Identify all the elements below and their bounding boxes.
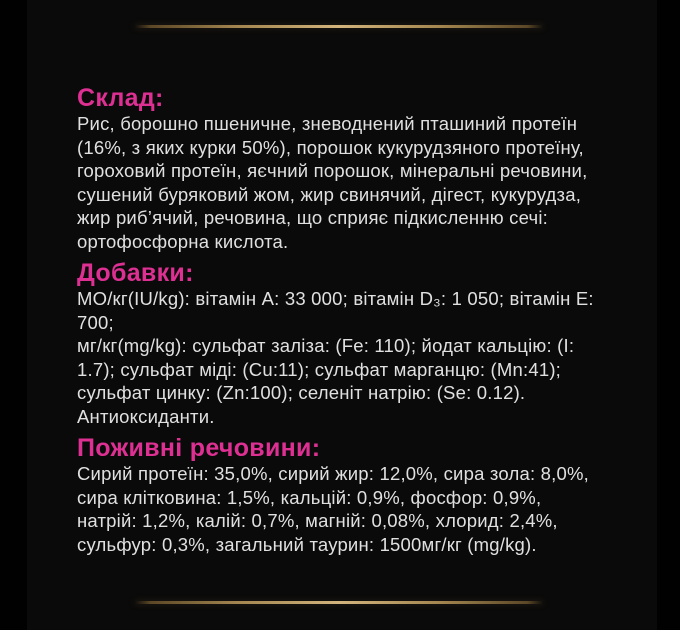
text-line: сушений буряковий жом, жир свинячий, дігест, кукурудза, xyxy=(77,183,582,205)
section-composition xyxy=(77,85,622,253)
composition-heading: Склад: xyxy=(77,84,164,112)
label-text-content xyxy=(77,85,622,556)
gold-divider-top xyxy=(134,25,544,28)
text-line: жир риб’ячий, речовина, що сприяє підкисленню сечі: xyxy=(77,207,548,228)
text-line: гороховий протеїн, яєчний порошок, мінеральні речовини, xyxy=(77,160,588,181)
text-line: Антиоксиданти. xyxy=(77,405,215,427)
additives-heading: Добавки: xyxy=(77,259,194,287)
text-line: сульфур: 0,3%, загальний таурин: 1500мг/кг (mg/kg). xyxy=(77,533,537,555)
text-line: 1.7); сульфат міді: (Cu:11); сульфат марганцю: (Mn:41); xyxy=(77,358,562,380)
section-nutrients xyxy=(77,435,622,556)
text-line: мг/кг(mg/kg): сульфат заліза: (Fe: 110); йодат кальцію: (I: xyxy=(77,335,575,356)
text-line: сира клітковина: 1,5%, кальцій: 0,9%, фосфор: 0,9%, xyxy=(77,486,542,508)
text-line: (16%, з яких курки 50%), порошок кукурудзяного протеїну, xyxy=(77,136,584,158)
text-line: ортофосфорна кислота. xyxy=(77,230,289,252)
text-line: Рис, борошно пшеничне, зневоднений пташиний протеїн xyxy=(77,113,578,134)
nutrients-heading: Поживні речовини: xyxy=(77,434,321,462)
text-line: 700; xyxy=(77,311,114,333)
additives-body xyxy=(77,287,622,428)
composition-body xyxy=(77,112,622,253)
section-additives xyxy=(77,260,622,428)
text-line: МО/кг(IU/kg): вітамін A: 33 000; вітамін D₃: 1 050; вітамін E: xyxy=(77,288,594,309)
text-line: натрій: 1,2%, калій: 0,7%, магній: 0,08%, хлорид: 2,4%, xyxy=(77,510,558,531)
text-line: Сирий протеїн: 35,0%, сирий жир: 12,0%, сира зола: 8,0%, xyxy=(77,463,589,484)
gold-divider-bottom xyxy=(134,601,544,604)
nutrients-body xyxy=(77,462,622,556)
text-line: сульфат цинку: (Zn:100); селеніт натрію: (Se: 0.12). xyxy=(77,382,526,403)
